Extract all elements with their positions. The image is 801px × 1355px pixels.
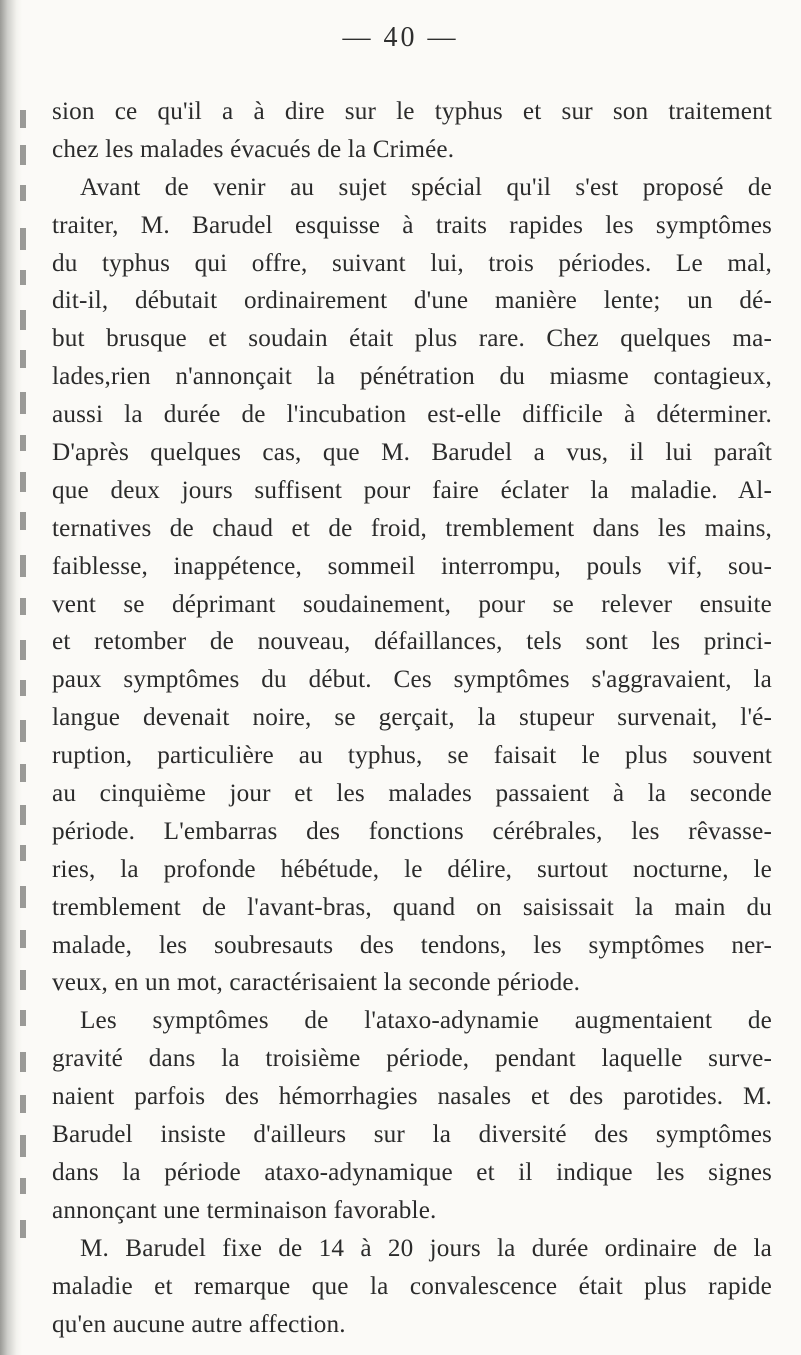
text-line: lades,rien n'annonçait la pénétration du miasme contagieux,	[52, 363, 772, 391]
text-line: Avant de venir au sujet spécial qu'il s'est proposé de	[80, 173, 772, 201]
text-line: ternatives de chaud et de froid, tremblement dans les mains,	[52, 514, 772, 542]
bleed-mark	[20, 720, 26, 742]
bleed-mark	[20, 555, 26, 577]
text-line: et retomber de nouveau, défaillances, tels sont les princi-	[52, 628, 772, 656]
text-line: dit-il, débutait ordinairement d'une manière lente; un dé-	[52, 287, 772, 315]
bleed-mark	[20, 640, 26, 660]
bleed-mark	[20, 598, 26, 615]
bleed-mark	[20, 1010, 26, 1026]
text-line: chez les malades évacués de la Crimée.	[52, 135, 455, 163]
text-line: malade, les soubresauts des tendons, les symptômes ner-	[52, 931, 772, 959]
text-line: traiter, M. Barudel esquisse à traits rapides les symptômes	[52, 211, 772, 239]
bleed-mark	[20, 970, 26, 990]
text-line: qu'en aucune autre affection.	[52, 1310, 346, 1338]
text-line: aussi la durée de l'incubation est-elle difficile à déterminer.	[52, 401, 772, 429]
body-text	[52, 93, 772, 1343]
text-line: D'après quelques cas, que M. Barudel a vus, il lui paraît	[52, 439, 772, 467]
bleed-mark	[20, 392, 26, 414]
text-line: au cinquième jour et les malades passaient à la seconde	[52, 780, 772, 808]
bleed-mark	[20, 845, 26, 861]
bleed-mark	[20, 930, 26, 948]
text-line: sion ce qu'il a à dire sur le typhus et sur son traitement	[52, 98, 772, 125]
bleed-mark	[20, 145, 26, 165]
bleed-mark	[20, 110, 26, 128]
bleed-mark	[20, 886, 26, 908]
text-line: du typhus qui offre, suivant lui, trois périodes. Le mal,	[52, 249, 772, 277]
page-number: — 40 —	[342, 22, 459, 53]
bleed-mark	[20, 680, 26, 696]
bleed-mark	[20, 270, 26, 285]
bleed-mark	[20, 1178, 26, 1194]
bleed-mark	[20, 805, 26, 825]
bleed-mark	[20, 228, 26, 250]
bleed-mark	[20, 1052, 26, 1072]
text-line: dans la période ataxo-adynamique et il indique les signes	[52, 1158, 772, 1186]
text-line: Barudel insiste d'ailleurs sur la diversité des symptômes	[52, 1121, 772, 1149]
bleed-mark	[20, 310, 26, 330]
bleed-mark	[20, 435, 26, 451]
text-line: veux, en un mot, caractérisaient la seconde période.	[52, 969, 581, 997]
text-line: faiblesse, inappétence, sommeil interrompu, pouls vif, sou-	[52, 552, 772, 580]
text-line: M. Barudel fixe de 14 à 20 jours la durée ordinaire de la	[80, 1234, 772, 1262]
bleed-mark	[20, 185, 26, 201]
bleed-mark	[20, 350, 26, 368]
text-line: vent se déprimant soudainement, pour se relever ensuite	[52, 590, 772, 618]
text-line: tremblement de l'avant-bras, quand on saisissait la main du	[52, 893, 772, 921]
bleed-mark	[20, 472, 26, 492]
text-line: période. L'embarras des fonctions cérébrales, les rêvasse-	[52, 817, 772, 845]
text-line: but brusque et soudain était plus rare. Chez quelques ma-	[52, 325, 772, 353]
text-line: ries, la profonde hébétude, le délire, surtout nocturne, le	[52, 855, 772, 883]
bleed-mark	[20, 1095, 26, 1113]
bleed-mark	[20, 1135, 26, 1157]
text-line: ruption, particulière au typhus, se faisait le plus souvent	[52, 742, 772, 770]
bleed-mark	[20, 764, 26, 782]
text-line: annonçant une terminaison favorable.	[52, 1196, 437, 1224]
bleed-mark	[20, 512, 26, 530]
bleed-through-marks	[18, 100, 32, 1300]
text-line: naient parfois des hémorrhagies nasales et des parotides. M.	[52, 1083, 772, 1111]
text-line: que deux jours suffisent pour faire éclater la maladie. Al-	[52, 476, 772, 504]
text-line: paux symptômes du début. Ces symptômes s'aggravaient, la	[52, 666, 772, 694]
text-line: maladie et remarque que la convalescence était plus rapide	[52, 1272, 772, 1300]
bleed-mark	[20, 1220, 26, 1238]
text-line: gravité dans la troisième période, pendant laquelle surve-	[52, 1045, 772, 1073]
text-line: langue devenait noire, se gerçait, la stupeur survenait, l'é-	[52, 704, 772, 732]
text-line: Les symptômes de l'ataxo-adynamie augmentaient de	[80, 1007, 772, 1035]
